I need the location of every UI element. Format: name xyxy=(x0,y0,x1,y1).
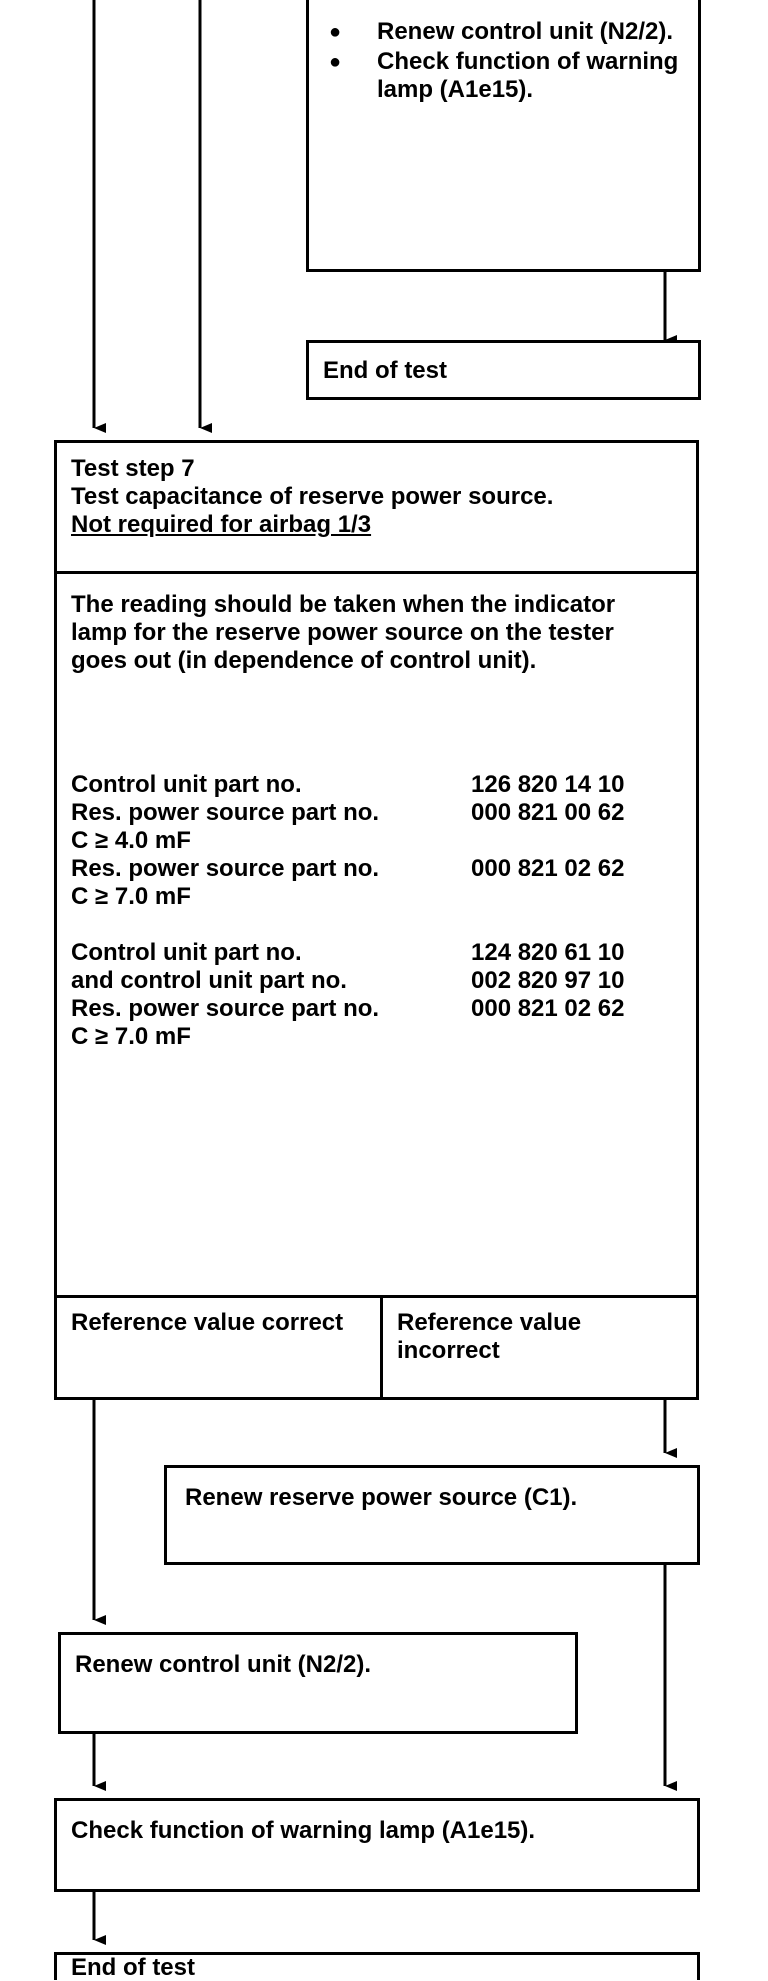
check-warning-lamp-label: Check function of warning lamp (A1e15). xyxy=(71,1817,536,1844)
spec-label: and control unit part no. xyxy=(71,967,347,994)
spec-label: Control unit part no. xyxy=(71,939,302,966)
spec-label: Res. power source part no. xyxy=(71,799,380,826)
top-action-box xyxy=(306,0,701,272)
test-step-7-note: Not required for airbag 1/3 xyxy=(71,511,372,538)
test-step-7-header xyxy=(71,455,686,539)
reference-divider xyxy=(57,1295,696,1298)
test-step-7-box xyxy=(54,440,699,1400)
end-of-test-box-2 xyxy=(54,1952,700,1980)
renew-reserve-power-box xyxy=(164,1465,700,1565)
reference-incorrect-label: Reference value incorrect xyxy=(397,1309,582,1364)
renew-control-unit-box xyxy=(58,1632,578,1734)
renew-reserve-power-label: Renew reserve power source (C1). xyxy=(185,1484,578,1511)
test-step-7-subtitle: Test capacitance of reserve power source. xyxy=(71,483,554,510)
spec-value: 002 820 97 10 xyxy=(471,967,625,994)
test-step-7-intro: The reading should be taken when the indicator lamp for the reserve power source on the tester goes out (in dependence of control unit). xyxy=(71,591,616,674)
reference-split-line xyxy=(380,1295,383,1397)
spec-value: 000 821 02 62 xyxy=(471,855,625,882)
check-warning-lamp-box xyxy=(54,1798,700,1892)
spec-label: Control unit part no. xyxy=(71,771,302,798)
bullet-check-warning-lamp: ● Check function of warning lamp (A1e15). xyxy=(317,48,684,104)
renew-control-unit-label: Renew control unit (N2/2). xyxy=(75,1651,372,1678)
test-step-7-title: Test step 7 xyxy=(71,455,195,482)
spec-value: 124 820 61 10 xyxy=(471,939,625,966)
spec-label: Res. power source part no. xyxy=(71,855,380,882)
spec-value: 000 821 02 62 xyxy=(471,995,625,1022)
end-of-test-label-1: End of test xyxy=(323,357,447,384)
spec-value: 000 821 00 62 xyxy=(471,799,625,826)
end-of-test-box-1 xyxy=(306,340,701,400)
spec-label: Res. power source part no. xyxy=(71,995,380,1022)
end-of-test-label-2: End of test xyxy=(71,1954,195,1981)
reference-correct-label: Reference value correct xyxy=(71,1309,344,1336)
spec-label: C ≥ 4.0 mF xyxy=(71,827,191,854)
spec-value: 126 820 14 10 xyxy=(471,771,625,798)
spec-label: C ≥ 7.0 mF xyxy=(71,883,191,910)
bullet-renew-control-unit: ● Renew control unit (N2/2). xyxy=(317,18,684,46)
spec-label: C ≥ 7.0 mF xyxy=(71,1023,191,1050)
header-divider xyxy=(57,571,696,574)
